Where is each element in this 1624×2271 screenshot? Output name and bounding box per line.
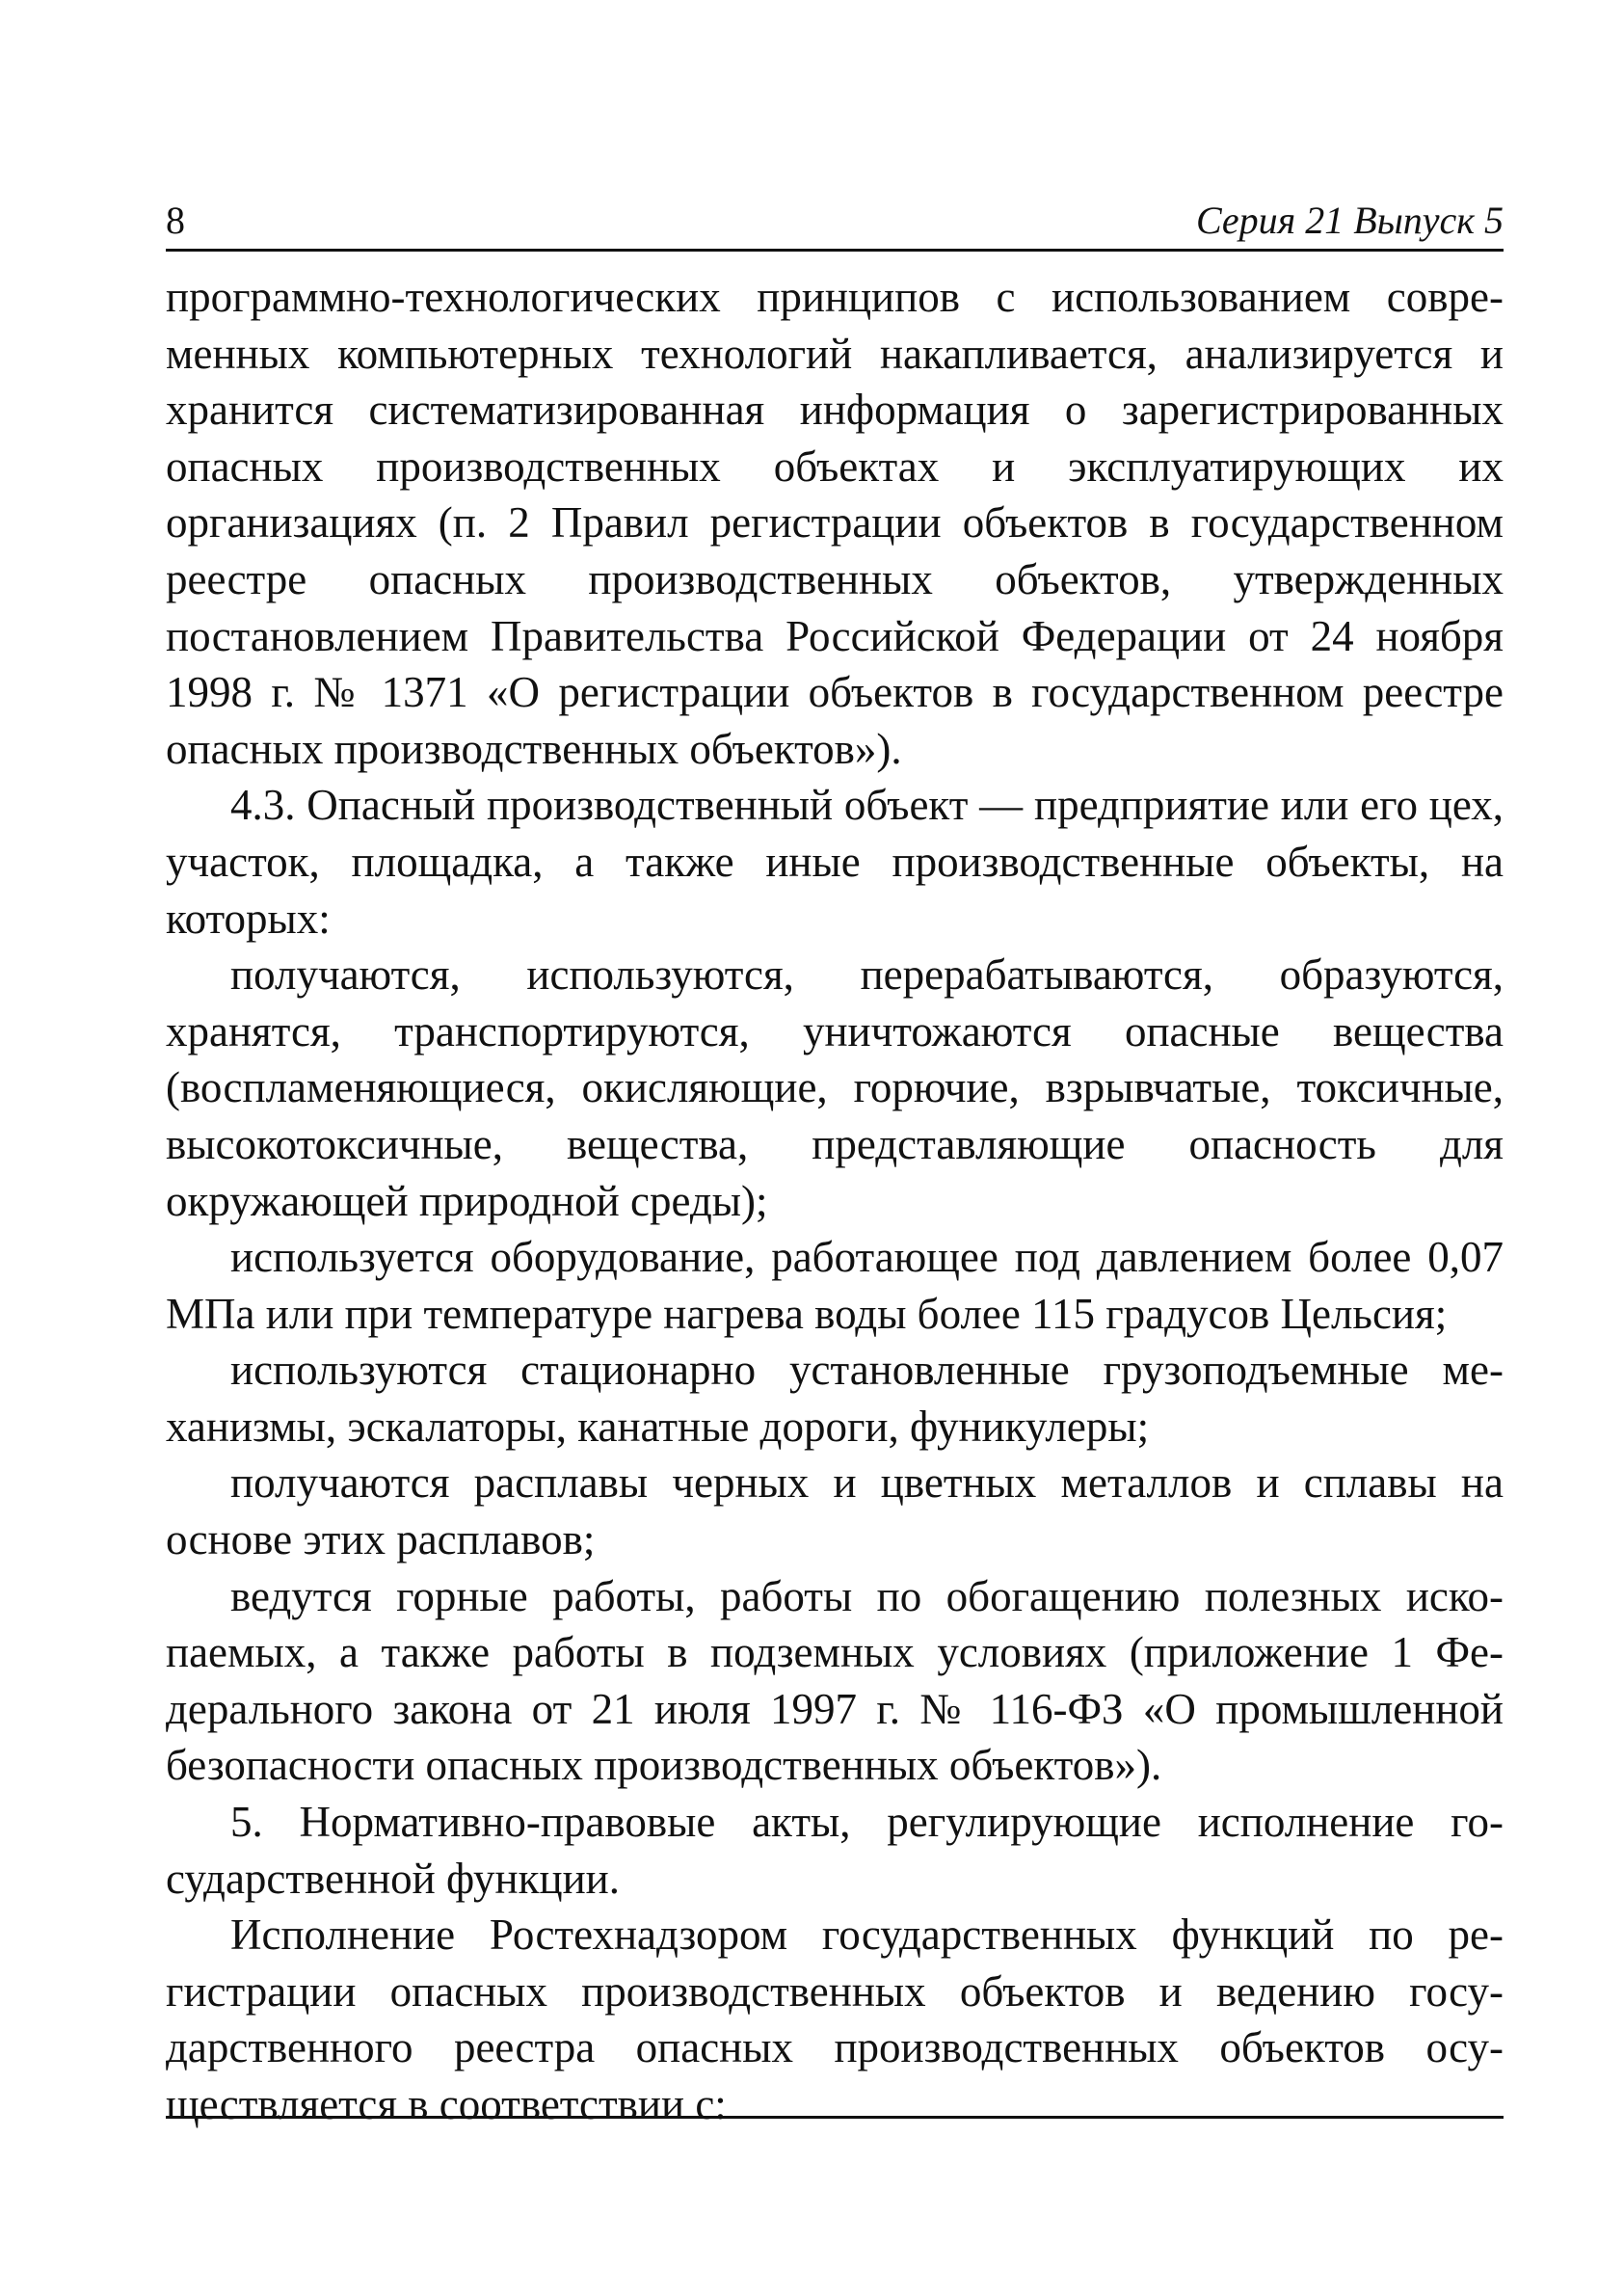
series-title: Серия 21 Выпуск 5 [1195,199,1504,242]
paragraph-continuation: программно-технологических принципов с использованием современных компьютерных технологий накапливается, анализируется и хранится систематизированная информация о зарегистрированных опасных производственных объектах и эксплуатирующих их организациях (п. 2 Правил регистрации объектов в государственном реестре опасных производственных объектов, утвержденных постановлением Правительства Российской Федерации от 24 ноября 1998 г. № 1371 «О регистрации объектов в государственном реестре опасных производственных объектов»). [166,273,1504,773]
footer-rule [166,2116,1504,2119]
document-page [166,193,1504,2133]
body-text [166,269,1504,2133]
page-number: 8 [166,199,185,242]
paragraph-execution: Исполнение Ростехнадзором государственных функций по регистрации опасных производственных объектов и ведению государственного реестра опасных производственных объектов осуществляется в соответствии с: [166,1910,1504,2128]
list-item-pressure-equipment: используется оборудование, работающее под давлением более 0,07 МПа или при температуре нагрева воды более 115 градусов Цельсия; [166,1233,1504,1338]
list-item-lifting-mechanisms: используются стационарно установленные грузоподъемные механизмы, эскалаторы, канатные дороги, фуникулеры; [166,1346,1504,1451]
list-item-substances: получаются, используются, перерабатываются, образуются, хранятся, транспортируются, уничтожаются опасные вещества (воспламеняющиеся, окисляющие, горючие, взрывчатые, токсичные, высокотоксичные, вещества, представляющие опасность для окружающей природной среды); [166,950,1504,1225]
paragraph-5: 5. Нормативно-правовые акты, регулирующие исполнение государственной функции. [166,1798,1504,1903]
list-item-metal-melts: получаются расплавы черных и цветных металлов и сплавы на основе этих расплавов; [166,1458,1504,1564]
list-item-mining: ведутся горные работы, работы по обогащению полезных ископаемых, а также работы в подземных условиях (приложение 1 Федерального закона от 21 июля 1997 г. № 116-ФЗ «О промышленной безопасности опасных производственных объектов»). [166,1571,1504,1790]
running-header [166,193,1504,252]
paragraph-4-3: 4.3. Опасный производственный объект — предприятие или его цех, участок, площадка, а также иные производственные объекты, на которых: [166,781,1504,943]
